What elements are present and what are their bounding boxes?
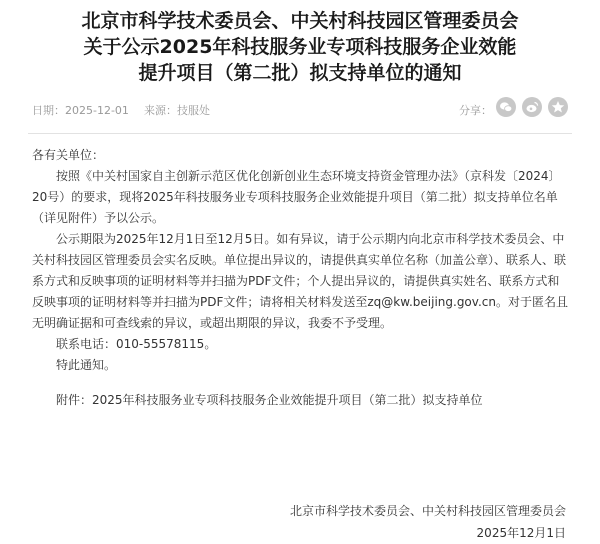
share-label: 分享： [459, 104, 492, 117]
attachment-link[interactable]: 附件：2025年科技服务业专项科技服务企业效能提升项目（第二批）拟支持单位 [56, 393, 483, 407]
meta-bar [32, 96, 568, 122]
title-line-2: 关于公示2025年科技服务业专项科技服务企业效能 [83, 36, 517, 58]
page-title [10, 8, 590, 86]
closing-line: 特此通知。 [56, 358, 117, 372]
weibo-icon[interactable] [522, 97, 542, 117]
paragraph-2: 公示期限为2025年12月1日至12月5日。如有异议，请于公示期内向北京市科学技术委员会、中关村科技园区管理委员会实名反映。单位提出异议的，请提供真实单位名称（加盖公章）、联系人、联系方式和反映事项的证明材料等并扫描为PDF文件；个人提出异议的，请提供真实姓名、联系方式和反映事项的证明材料等并扫描为PDF文件；请将相关材料发送至zq@kw.beijing.gov.cn。对于匿名且无明确证据和可查线索的异议，或超出期限的异议，我委不予受理。 [32, 232, 568, 330]
signature-date: 2025年12月1日 [476, 526, 566, 540]
divider [28, 133, 572, 134]
signature-org: 北京市科学技术委员会、中关村科技园区管理委员会 [289, 504, 566, 518]
contact-phone: 联系电话：010-55578115。 [56, 337, 217, 351]
salutation: 各有关单位： [32, 148, 105, 162]
notice-body [32, 145, 570, 411]
favorite-icon[interactable] [548, 97, 568, 117]
wechat-icon[interactable] [496, 97, 516, 117]
paragraph-1: 按照《中关村国家自主创新示范区优化创新创业生态环境支持资金管理办法》（京科发〔2024〕20号）的要求，现将2025年科技服务业专项科技服务企业效能提升项目（第二批）拟支持单位名单（详见附件）予以公示。 [32, 169, 561, 225]
publish-date: 日期：2025-12-01 [32, 104, 129, 117]
title-line-1: 北京市科学技术委员会、中关村科技园区管理委员会 [81, 10, 519, 32]
title-line-3: 提升项目（第二批）拟支持单位的通知 [138, 62, 462, 84]
source-label: 来源：技服处 [144, 104, 210, 117]
